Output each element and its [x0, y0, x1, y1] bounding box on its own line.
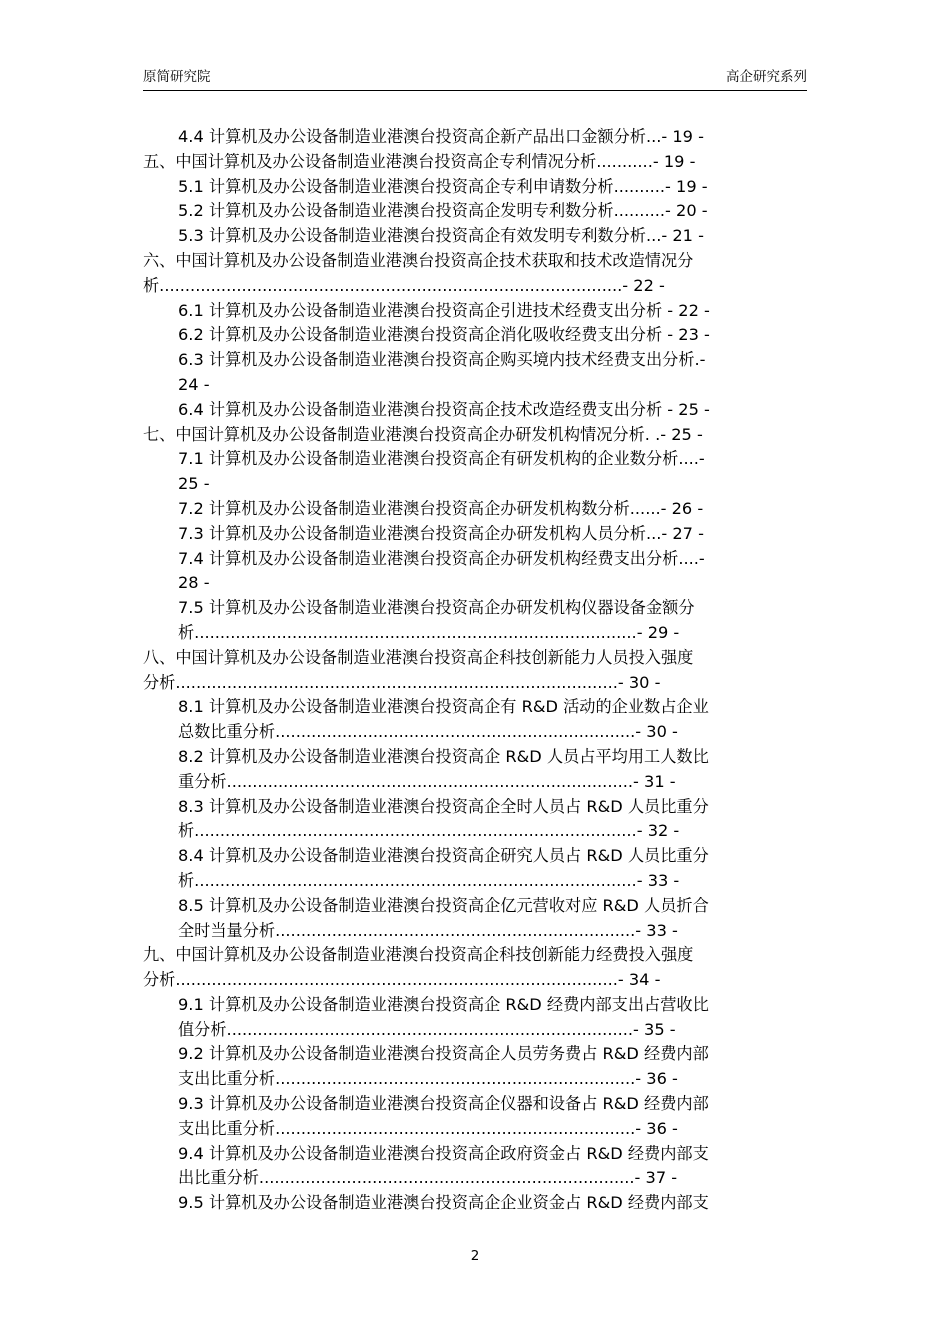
toc-entry[interactable]: [143, 150, 807, 175]
toc-entry[interactable]: [143, 1191, 807, 1216]
toc-entry-text: 8.3 计算机及办公设备制造业港澳台投资高企全时人员占 R&D 人员比重分: [178, 796, 709, 816]
toc-entry-text: 9.4 计算机及办公设备制造业港澳台投资高企政府资金占 R&D 经费内部支: [178, 1143, 709, 1163]
toc-entry[interactable]: [143, 299, 807, 324]
toc-entry-text: 重分析...............................................................................- 31 -: [178, 771, 676, 791]
toc-entry[interactable]: [143, 795, 807, 820]
toc-entry-text: 析......................................................................................- 32 -: [178, 821, 680, 841]
toc-entry-text: 支出比重分析......................................................................- 36 -: [178, 1118, 678, 1138]
toc-entry[interactable]: [143, 224, 807, 249]
toc-entry[interactable]: [143, 1018, 807, 1043]
toc-entry-text: 8.1 计算机及办公设备制造业港澳台投资高企有 R&D 活动的企业数占企业: [178, 697, 709, 717]
toc-entry-text: 8.4 计算机及办公设备制造业港澳台投资高企研究人员占 R&D 人员比重分: [178, 846, 709, 866]
toc-entry-text: 析......................................................................................- 29 -: [178, 622, 680, 642]
toc-entry-text: 五、中国计算机及办公设备制造业港澳台投资高企专利情况分析...........- 19 -: [143, 151, 696, 171]
toc-entry[interactable]: [143, 745, 807, 770]
toc-entry[interactable]: [143, 175, 807, 200]
toc-entry-text: 支出比重分析......................................................................- 36 -: [178, 1069, 678, 1089]
toc-entry-text: 出比重分析.........................................................................- 37 -: [178, 1168, 678, 1188]
toc-entry[interactable]: [143, 621, 807, 646]
toc-entry[interactable]: [143, 447, 807, 472]
toc-entry-text: 24 -: [178, 374, 210, 394]
toc-entry-text: 8.2 计算机及办公设备制造业港澳台投资高企 R&D 人员占平均用工人数比: [178, 746, 709, 766]
toc-entry[interactable]: [143, 323, 807, 348]
toc-entry-text: 6.1 计算机及办公设备制造业港澳台投资高企引进技术经费支出分析 - 22 -: [178, 300, 710, 320]
toc-entry[interactable]: [143, 1142, 807, 1167]
toc-entry[interactable]: [143, 770, 807, 795]
toc-entry[interactable]: [143, 943, 807, 968]
toc-entry-text: 7.3 计算机及办公设备制造业港澳台投资高企办研发机构人员分析...- 27 -: [178, 523, 704, 543]
toc-entry-text: 九、中国计算机及办公设备制造业港澳台投资高企科技创新能力经费投入强度: [143, 945, 694, 965]
toc-entry[interactable]: [143, 199, 807, 224]
toc-entry[interactable]: [143, 522, 807, 547]
toc-entry[interactable]: [143, 596, 807, 621]
toc-entry[interactable]: [143, 472, 807, 497]
toc-entry-text: 分析......................................................................................- 34 -: [143, 970, 661, 990]
toc-entry[interactable]: [143, 1166, 807, 1191]
toc-entry[interactable]: [143, 968, 807, 993]
toc-entry-text: 六、中国计算机及办公设备制造业港澳台投资高企技术获取和技术改造情况分: [143, 250, 694, 270]
header-institute: 原简研究院: [143, 69, 211, 85]
toc-entry[interactable]: [143, 720, 807, 745]
toc-entry[interactable]: [143, 547, 807, 572]
toc-entry-text: 总数比重分析......................................................................- 30 -: [178, 722, 678, 742]
toc-entry-text: 6.3 计算机及办公设备制造业港澳台投资高企购买境内技术经费支出分析.-: [178, 350, 706, 370]
toc-entry[interactable]: [143, 1042, 807, 1067]
toc-entry[interactable]: [143, 894, 807, 919]
toc-entry-text: 8.5 计算机及办公设备制造业港澳台投资高企亿元营收对应 R&D 人员折合: [178, 895, 709, 915]
toc-entry[interactable]: [143, 695, 807, 720]
toc-entry[interactable]: [143, 274, 807, 299]
toc-entry-text: 5.3 计算机及办公设备制造业港澳台投资高企有效发明专利数分析...- 21 -: [178, 226, 704, 246]
toc-entry[interactable]: [143, 1067, 807, 1092]
toc-entry-text: 值分析...............................................................................- 35 -: [178, 1019, 676, 1039]
toc-entry-text: 6.4 计算机及办公设备制造业港澳台投资高企技术改造经费支出分析 - 25 -: [178, 399, 710, 419]
toc-entry[interactable]: [143, 646, 807, 671]
toc-entry[interactable]: [143, 919, 807, 944]
toc-entry-text: 9.5 计算机及办公设备制造业港澳台投资高企企业资金占 R&D 经费内部支: [178, 1193, 709, 1213]
table-of-contents: [143, 125, 807, 1216]
toc-entry[interactable]: [143, 844, 807, 869]
toc-entry-text: 八、中国计算机及办公设备制造业港澳台投资高企科技创新能力人员投入强度: [143, 647, 694, 667]
toc-entry-text: 5.2 计算机及办公设备制造业港澳台投资高企发明专利数分析..........- 20 -: [178, 201, 708, 221]
toc-entry-text: 7.5 计算机及办公设备制造业港澳台投资高企办研发机构仪器设备金额分: [178, 598, 695, 618]
toc-entry[interactable]: [143, 497, 807, 522]
toc-entry-text: 7.1 计算机及办公设备制造业港澳台投资高企有研发机构的企业数分析....-: [178, 449, 705, 469]
toc-entry[interactable]: [143, 1092, 807, 1117]
toc-entry-text: 七、中国计算机及办公设备制造业港澳台投资高企办研发机构情况分析. .- 25 -: [143, 424, 703, 444]
page-number: 2: [470, 1248, 480, 1264]
toc-entry[interactable]: [143, 571, 807, 596]
toc-entry-text: 25 -: [178, 474, 210, 494]
toc-entry[interactable]: [143, 993, 807, 1018]
page-header: [143, 68, 807, 91]
toc-entry[interactable]: [143, 348, 807, 373]
toc-entry-text: 4.4 计算机及办公设备制造业港澳台投资高企新产品出口金额分析...- 19 -: [178, 127, 704, 146]
toc-entry-text: 9.3 计算机及办公设备制造业港澳台投资高企仪器和设备占 R&D 经费内部: [178, 1094, 709, 1114]
toc-entry[interactable]: [143, 869, 807, 894]
toc-entry-text: 7.2 计算机及办公设备制造业港澳台投资高企办研发机构数分析......- 26 -: [178, 498, 704, 518]
toc-entry[interactable]: [143, 1117, 807, 1142]
toc-entry-text: 析..........................................................................................- 22 -: [143, 275, 665, 295]
toc-entry[interactable]: [143, 373, 807, 398]
toc-entry[interactable]: [143, 819, 807, 844]
toc-entry-text: 6.2 计算机及办公设备制造业港澳台投资高企消化吸收经费支出分析 - 23 -: [178, 325, 710, 345]
toc-entry[interactable]: [143, 671, 807, 696]
header-series: 高企研究系列: [726, 69, 807, 85]
toc-entry[interactable]: [143, 398, 807, 423]
toc-entry[interactable]: [143, 249, 807, 274]
toc-entry-text: 9.1 计算机及办公设备制造业港澳台投资高企 R&D 经费内部支出占营收比: [178, 994, 709, 1014]
toc-entry-text: 全时当量分析......................................................................- 33 -: [178, 920, 678, 940]
toc-entry-text: 析......................................................................................- 33 -: [178, 870, 680, 890]
toc-entry[interactable]: [143, 423, 807, 448]
toc-entry-text: 分析......................................................................................- 30 -: [143, 672, 661, 692]
toc-entry-text: 5.1 计算机及办公设备制造业港澳台投资高企专利申请数分析..........- 19 -: [178, 176, 708, 196]
toc-entry-text: 9.2 计算机及办公设备制造业港澳台投资高企人员劳务费占 R&D 经费内部: [178, 1044, 709, 1064]
toc-entry[interactable]: [143, 125, 807, 150]
toc-entry-text: 28 -: [178, 573, 210, 593]
toc-entry-text: 7.4 计算机及办公设备制造业港澳台投资高企办研发机构经费支出分析....-: [178, 548, 705, 568]
